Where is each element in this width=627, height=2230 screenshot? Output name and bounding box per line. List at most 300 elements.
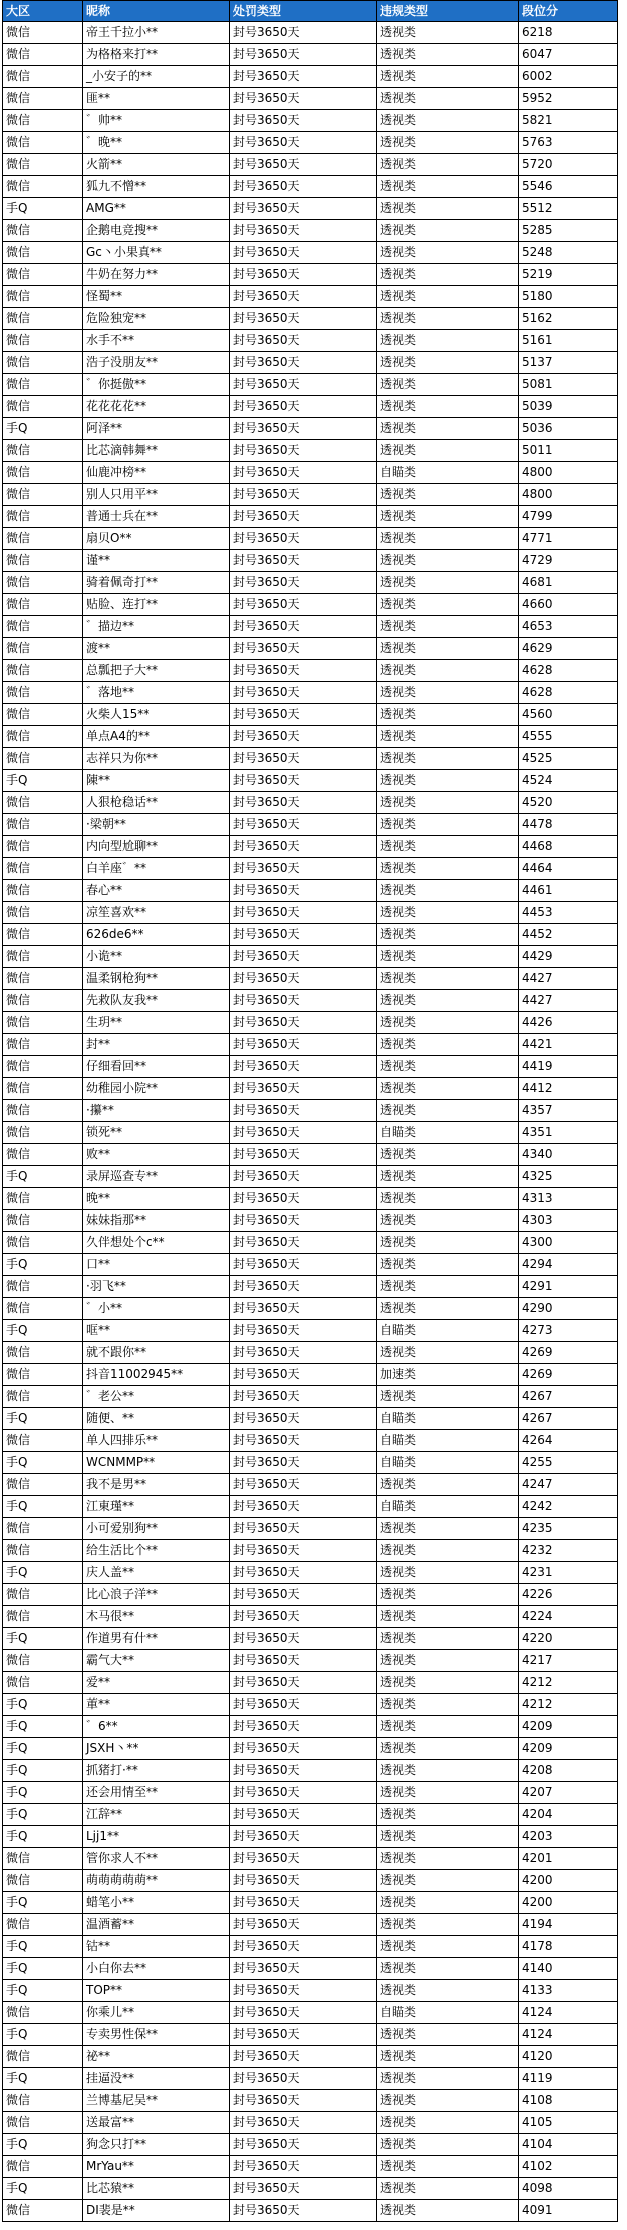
- table-row: [2, 1870, 618, 1892]
- cell-nickname: 木马很**: [83, 1606, 230, 1627]
- cell-nickname: 总瓢把子大**: [83, 660, 230, 681]
- cell-score: 4178: [519, 1936, 618, 1957]
- cell-violation: 透视类: [377, 22, 519, 43]
- cell-violation: 透视类: [377, 286, 519, 307]
- table-row: [2, 1166, 618, 1188]
- cell-nickname: 挂逼没**: [83, 2068, 230, 2089]
- cell-violation: 透视类: [377, 770, 519, 791]
- table-row: [2, 1650, 618, 1672]
- cell-nickname: 怪蜀**: [83, 286, 230, 307]
- table-row: [2, 110, 618, 132]
- cell-penalty: 封号3650天: [230, 1584, 377, 1605]
- cell-violation: 透视类: [377, 110, 519, 131]
- cell-score: 4452: [519, 924, 618, 945]
- table-row: [2, 286, 618, 308]
- cell-region: 微信: [2, 2090, 83, 2111]
- cell-violation: 透视类: [377, 616, 519, 637]
- table-row: [2, 176, 618, 198]
- header-violation: 违规类型: [377, 1, 519, 21]
- cell-region: 微信: [2, 968, 83, 989]
- cell-penalty: 封号3650天: [230, 1496, 377, 1517]
- cell-region: 微信: [2, 924, 83, 945]
- cell-score: 4264: [519, 1430, 618, 1451]
- cell-violation: 透视类: [377, 1056, 519, 1077]
- table-row: [2, 1672, 618, 1694]
- table-row: [2, 1012, 618, 1034]
- cell-nickname: _小安子的**: [83, 66, 230, 87]
- table-row: [2, 616, 618, 638]
- table-row: [2, 330, 618, 352]
- cell-violation: 透视类: [377, 2112, 519, 2133]
- cell-region: 微信: [2, 1210, 83, 1231]
- cell-violation: 透视类: [377, 814, 519, 835]
- cell-score: 4653: [519, 616, 618, 637]
- cell-score: 4269: [519, 1364, 618, 1385]
- cell-violation: 透视类: [377, 1474, 519, 1495]
- cell-penalty: 封号3650天: [230, 484, 377, 505]
- cell-nickname: TOP**: [83, 1980, 230, 2001]
- header-score: 段位分: [519, 1, 618, 21]
- table-row: [2, 704, 618, 726]
- cell-nickname: 幼稚园小院**: [83, 1078, 230, 1099]
- cell-region: 微信: [2, 594, 83, 615]
- cell-region: 微信: [2, 1848, 83, 1869]
- cell-nickname: 浩子没朋友**: [83, 352, 230, 373]
- table-row: [2, 198, 618, 220]
- cell-nickname: 久伴想处个c**: [83, 1232, 230, 1253]
- cell-penalty: 封号3650天: [230, 836, 377, 857]
- cell-violation: 透视类: [377, 1540, 519, 1561]
- table-row: [2, 594, 618, 616]
- cell-nickname: 牛奶在努力**: [83, 264, 230, 285]
- cell-violation: 透视类: [377, 1694, 519, 1715]
- cell-penalty: 封号3650天: [230, 110, 377, 131]
- table-row: [2, 792, 618, 814]
- cell-nickname: 企鹅电竞搜**: [83, 220, 230, 241]
- table-row: [2, 440, 618, 462]
- cell-region: 手Q: [2, 2024, 83, 2045]
- cell-penalty: 封号3650天: [230, 682, 377, 703]
- cell-region: 微信: [2, 990, 83, 1011]
- cell-score: 4212: [519, 1694, 618, 1715]
- cell-score: 4524: [519, 770, 618, 791]
- cell-score: 4194: [519, 1914, 618, 1935]
- cell-region: 微信: [2, 1584, 83, 1605]
- cell-penalty: 封号3650天: [230, 1166, 377, 1187]
- table-row: [2, 1342, 618, 1364]
- cell-score: 5036: [519, 418, 618, 439]
- cell-region: 微信: [2, 1188, 83, 1209]
- cell-nickname: 阿泽**: [83, 418, 230, 439]
- cell-region: 微信: [2, 1232, 83, 1253]
- cell-nickname: 小可爱别狗**: [83, 1518, 230, 1539]
- table-row: [2, 1232, 618, 1254]
- header-nickname: 昵称: [83, 1, 230, 21]
- cell-score: 4660: [519, 594, 618, 615]
- cell-region: 手Q: [2, 198, 83, 219]
- cell-score: 4209: [519, 1738, 618, 1759]
- cell-score: 5285: [519, 220, 618, 241]
- cell-violation: 透视类: [377, 968, 519, 989]
- cell-penalty: 封号3650天: [230, 1650, 377, 1671]
- cell-score: 4105: [519, 2112, 618, 2133]
- table-row: [2, 1694, 618, 1716]
- table-row: [2, 1364, 618, 1386]
- cell-violation: 透视类: [377, 330, 519, 351]
- cell-violation: 透视类: [377, 176, 519, 197]
- cell-region: 手Q: [2, 1716, 83, 1737]
- cell-nickname: 封**: [83, 1034, 230, 1055]
- cell-nickname: Ljj1**: [83, 1826, 230, 1847]
- cell-nickname: 送最富**: [83, 2112, 230, 2133]
- cell-nickname: 贴脸、连打**: [83, 594, 230, 615]
- cell-nickname: ゛描边**: [83, 616, 230, 637]
- cell-penalty: 封号3650天: [230, 1386, 377, 1407]
- cell-nickname: ·羽飞**: [83, 1276, 230, 1297]
- cell-nickname: 抖音11002945**: [83, 1364, 230, 1385]
- cell-score: 4235: [519, 1518, 618, 1539]
- cell-score: 4200: [519, 1892, 618, 1913]
- cell-violation: 透视类: [377, 1914, 519, 1935]
- cell-score: 4119: [519, 2068, 618, 2089]
- cell-nickname: 霸气大**: [83, 1650, 230, 1671]
- cell-score: 4681: [519, 572, 618, 593]
- cell-violation: 透视类: [377, 880, 519, 901]
- cell-violation: 透视类: [377, 220, 519, 241]
- cell-penalty: 封号3650天: [230, 1408, 377, 1429]
- table-row: [2, 726, 618, 748]
- cell-penalty: 封号3650天: [230, 2046, 377, 2067]
- cell-penalty: 封号3650天: [230, 1144, 377, 1165]
- header-penalty: 处罚类型: [230, 1, 377, 21]
- cell-nickname: 陳**: [83, 770, 230, 791]
- cell-score: 4478: [519, 814, 618, 835]
- cell-penalty: 封号3650天: [230, 880, 377, 901]
- cell-violation: 透视类: [377, 1232, 519, 1253]
- cell-nickname: 单点A4的**: [83, 726, 230, 747]
- cell-violation: 透视类: [377, 1716, 519, 1737]
- cell-score: 4231: [519, 1562, 618, 1583]
- cell-violation: 透视类: [377, 1782, 519, 1803]
- table-row: [2, 1100, 618, 1122]
- cell-violation: 透视类: [377, 1298, 519, 1319]
- cell-nickname: ゛帅**: [83, 110, 230, 131]
- cell-region: 手Q: [2, 1782, 83, 1803]
- table-body: [2, 22, 618, 2222]
- cell-region: 微信: [2, 2112, 83, 2133]
- cell-violation: 透视类: [377, 374, 519, 395]
- cell-nickname: ゛落地**: [83, 682, 230, 703]
- cell-nickname: 专卖男性保**: [83, 2024, 230, 2045]
- cell-score: 4204: [519, 1804, 618, 1825]
- cell-score: 5137: [519, 352, 618, 373]
- cell-score: 4628: [519, 682, 618, 703]
- cell-violation: 透视类: [377, 902, 519, 923]
- cell-score: 4208: [519, 1760, 618, 1781]
- cell-nickname: 晚**: [83, 1188, 230, 1209]
- table-row: [2, 1474, 618, 1496]
- cell-region: 微信: [2, 2156, 83, 2177]
- cell-nickname: ゛晚**: [83, 132, 230, 153]
- cell-region: 微信: [2, 374, 83, 395]
- cell-penalty: 封号3650天: [230, 154, 377, 175]
- cell-region: 微信: [2, 682, 83, 703]
- cell-region: 微信: [2, 1342, 83, 1363]
- cell-penalty: 封号3650天: [230, 1738, 377, 1759]
- cell-score: 4091: [519, 2200, 618, 2221]
- cell-score: 5219: [519, 264, 618, 285]
- cell-region: 手Q: [2, 1562, 83, 1583]
- table-row: [2, 220, 618, 242]
- cell-violation: 透视类: [377, 1188, 519, 1209]
- cell-violation: 自瞄类: [377, 1408, 519, 1429]
- cell-penalty: 封号3650天: [230, 462, 377, 483]
- cell-nickname: 还会用情至**: [83, 1782, 230, 1803]
- table-row: [2, 484, 618, 506]
- cell-penalty: 封号3650天: [230, 1078, 377, 1099]
- cell-nickname: 小白你去**: [83, 1958, 230, 1979]
- cell-nickname: 狗念只打**: [83, 2134, 230, 2155]
- cell-violation: 透视类: [377, 924, 519, 945]
- table-row: [2, 1716, 618, 1738]
- cell-penalty: 封号3650天: [230, 374, 377, 395]
- table-row: [2, 1188, 618, 1210]
- cell-penalty: 封号3650天: [230, 1870, 377, 1891]
- cell-violation: 透视类: [377, 1958, 519, 1979]
- cell-region: 微信: [2, 462, 83, 483]
- cell-nickname: 口**: [83, 1254, 230, 1275]
- cell-region: 微信: [2, 2200, 83, 2221]
- cell-region: 微信: [2, 1364, 83, 1385]
- cell-violation: 加速类: [377, 1364, 519, 1385]
- cell-nickname: JSXH丶**: [83, 1738, 230, 1759]
- table-row: [2, 1936, 618, 1958]
- cell-nickname: 春心**: [83, 880, 230, 901]
- cell-score: 5952: [519, 88, 618, 109]
- cell-nickname: 人狠枪稳话**: [83, 792, 230, 813]
- cell-nickname: 626de6**: [83, 924, 230, 945]
- table-row: [2, 1452, 618, 1474]
- cell-region: 微信: [2, 1122, 83, 1143]
- cell-penalty: 封号3650天: [230, 792, 377, 813]
- cell-penalty: 封号3650天: [230, 88, 377, 109]
- cell-region: 微信: [2, 2046, 83, 2067]
- cell-region: 手Q: [2, 1408, 83, 1429]
- table-row: [2, 1848, 618, 1870]
- cell-score: 4426: [519, 1012, 618, 1033]
- cell-region: 微信: [2, 1430, 83, 1451]
- cell-penalty: 封号3650天: [230, 660, 377, 681]
- cell-nickname: 仙鹿冲榜**: [83, 462, 230, 483]
- cell-penalty: 封号3650天: [230, 814, 377, 835]
- cell-score: 4453: [519, 902, 618, 923]
- table-row: [2, 1540, 618, 1562]
- cell-region: 微信: [2, 1386, 83, 1407]
- cell-score: 4799: [519, 506, 618, 527]
- cell-penalty: 封号3650天: [230, 968, 377, 989]
- cell-penalty: 封号3650天: [230, 1716, 377, 1737]
- cell-nickname: 作道男有什**: [83, 1628, 230, 1649]
- table-row: [2, 880, 618, 902]
- cell-penalty: 封号3650天: [230, 1694, 377, 1715]
- cell-nickname: 温柔钢枪狗**: [83, 968, 230, 989]
- cell-nickname: ゛你挺傲**: [83, 374, 230, 395]
- cell-penalty: 封号3650天: [230, 66, 377, 87]
- cell-score: 4102: [519, 2156, 618, 2177]
- cell-region: 微信: [2, 902, 83, 923]
- cell-score: 4124: [519, 2002, 618, 2023]
- table-header-row: [2, 0, 618, 22]
- cell-score: 4224: [519, 1606, 618, 1627]
- cell-penalty: 封号3650天: [230, 220, 377, 241]
- table-row: [2, 528, 618, 550]
- cell-region: 手Q: [2, 1254, 83, 1275]
- cell-nickname: AMG**: [83, 198, 230, 219]
- cell-violation: 透视类: [377, 1012, 519, 1033]
- cell-nickname: 志祥只为你**: [83, 748, 230, 769]
- cell-score: 4427: [519, 990, 618, 1011]
- table-row: [2, 2156, 618, 2178]
- cell-score: 4300: [519, 1232, 618, 1253]
- cell-nickname: 花花花花**: [83, 396, 230, 417]
- cell-nickname: 小诡**: [83, 946, 230, 967]
- table-row: [2, 88, 618, 110]
- cell-violation: 透视类: [377, 1848, 519, 1869]
- cell-nickname: 别人只用平**: [83, 484, 230, 505]
- cell-penalty: 封号3650天: [230, 1298, 377, 1319]
- table-row: [2, 1892, 618, 1914]
- cell-penalty: 封号3650天: [230, 1936, 377, 1957]
- cell-violation: 透视类: [377, 484, 519, 505]
- cell-region: 手Q: [2, 2178, 83, 2199]
- cell-nickname: ゛老公**: [83, 1386, 230, 1407]
- cell-nickname: 给生活比个**: [83, 1540, 230, 1561]
- cell-score: 4771: [519, 528, 618, 549]
- table-row: [2, 946, 618, 968]
- cell-region: 微信: [2, 110, 83, 131]
- cell-violation: 透视类: [377, 1078, 519, 1099]
- cell-penalty: 封号3650天: [230, 1012, 377, 1033]
- table-row: [2, 1804, 618, 1826]
- cell-violation: 透视类: [377, 1166, 519, 1187]
- cell-region: 微信: [2, 858, 83, 879]
- cell-region: 微信: [2, 1276, 83, 1297]
- table-row: [2, 770, 618, 792]
- cell-penalty: 封号3650天: [230, 1628, 377, 1649]
- cell-score: 4468: [519, 836, 618, 857]
- cell-penalty: 封号3650天: [230, 308, 377, 329]
- cell-penalty: 封号3650天: [230, 2002, 377, 2023]
- cell-region: 微信: [2, 242, 83, 263]
- cell-region: 手Q: [2, 1166, 83, 1187]
- cell-penalty: 封号3650天: [230, 330, 377, 351]
- cell-penalty: 封号3650天: [230, 1804, 377, 1825]
- cell-violation: 透视类: [377, 2046, 519, 2067]
- table-row: [2, 264, 618, 286]
- table-row: [2, 814, 618, 836]
- table-row: [2, 1980, 618, 2002]
- cell-region: 微信: [2, 176, 83, 197]
- cell-region: 手Q: [2, 1496, 83, 1517]
- cell-penalty: 封号3650天: [230, 1122, 377, 1143]
- cell-score: 5763: [519, 132, 618, 153]
- cell-region: 微信: [2, 220, 83, 241]
- table-row: [2, 1958, 618, 1980]
- cell-region: 微信: [2, 88, 83, 109]
- table-row: [2, 1760, 618, 1782]
- cell-nickname: 比芯滴韩舞**: [83, 440, 230, 461]
- cell-penalty: 封号3650天: [230, 440, 377, 461]
- cell-score: 4412: [519, 1078, 618, 1099]
- table-row: [2, 1144, 618, 1166]
- table-row: [2, 858, 618, 880]
- cell-score: 4209: [519, 1716, 618, 1737]
- cell-region: 微信: [2, 1078, 83, 1099]
- cell-region: 手Q: [2, 2068, 83, 2089]
- cell-region: 微信: [2, 1144, 83, 1165]
- cell-region: 微信: [2, 484, 83, 505]
- cell-violation: 透视类: [377, 682, 519, 703]
- cell-violation: 透视类: [377, 506, 519, 527]
- cell-nickname: 白羊座゛**: [83, 858, 230, 879]
- cell-score: 4303: [519, 1210, 618, 1231]
- cell-score: 5162: [519, 308, 618, 329]
- cell-penalty: 封号3650天: [230, 1056, 377, 1077]
- cell-violation: 透视类: [377, 396, 519, 417]
- cell-score: 4220: [519, 1628, 618, 1649]
- cell-violation: 透视类: [377, 2156, 519, 2177]
- cell-score: 4800: [519, 484, 618, 505]
- cell-score: 4201: [519, 1848, 618, 1869]
- cell-nickname: 比心浪子洋**: [83, 1584, 230, 1605]
- cell-region: 微信: [2, 352, 83, 373]
- cell-penalty: 封号3650天: [230, 1782, 377, 1803]
- cell-penalty: 封号3650天: [230, 550, 377, 571]
- cell-nickname: DI裴是**: [83, 2200, 230, 2221]
- cell-score: 4242: [519, 1496, 618, 1517]
- cell-nickname: 比芯猿**: [83, 2178, 230, 2199]
- cell-violation: 透视类: [377, 2090, 519, 2111]
- cell-score: 4255: [519, 1452, 618, 1473]
- cell-score: 4427: [519, 968, 618, 989]
- cell-penalty: 封号3650天: [230, 1100, 377, 1121]
- table-row: [2, 572, 618, 594]
- cell-violation: 透视类: [377, 528, 519, 549]
- cell-penalty: 封号3650天: [230, 1760, 377, 1781]
- cell-score: 4124: [519, 2024, 618, 2045]
- table-row: [2, 2002, 618, 2024]
- cell-region: 微信: [2, 1100, 83, 1121]
- cell-penalty: 封号3650天: [230, 2134, 377, 2155]
- table-row: [2, 1386, 618, 1408]
- table-row: [2, 66, 618, 88]
- cell-penalty: 封号3650天: [230, 396, 377, 417]
- cell-violation: 透视类: [377, 418, 519, 439]
- cell-violation: 透视类: [377, 748, 519, 769]
- cell-penalty: 封号3650天: [230, 1276, 377, 1297]
- cell-nickname: 谨**: [83, 550, 230, 571]
- cell-score: 4294: [519, 1254, 618, 1275]
- cell-region: 微信: [2, 66, 83, 87]
- cell-penalty: 封号3650天: [230, 132, 377, 153]
- table-row: [2, 2046, 618, 2068]
- cell-region: 微信: [2, 440, 83, 461]
- cell-violation: 透视类: [377, 44, 519, 65]
- cell-score: 4203: [519, 1826, 618, 1847]
- cell-penalty: 封号3650天: [230, 946, 377, 967]
- cell-nickname: 渡**: [83, 638, 230, 659]
- cell-nickname: 狐九不憎**: [83, 176, 230, 197]
